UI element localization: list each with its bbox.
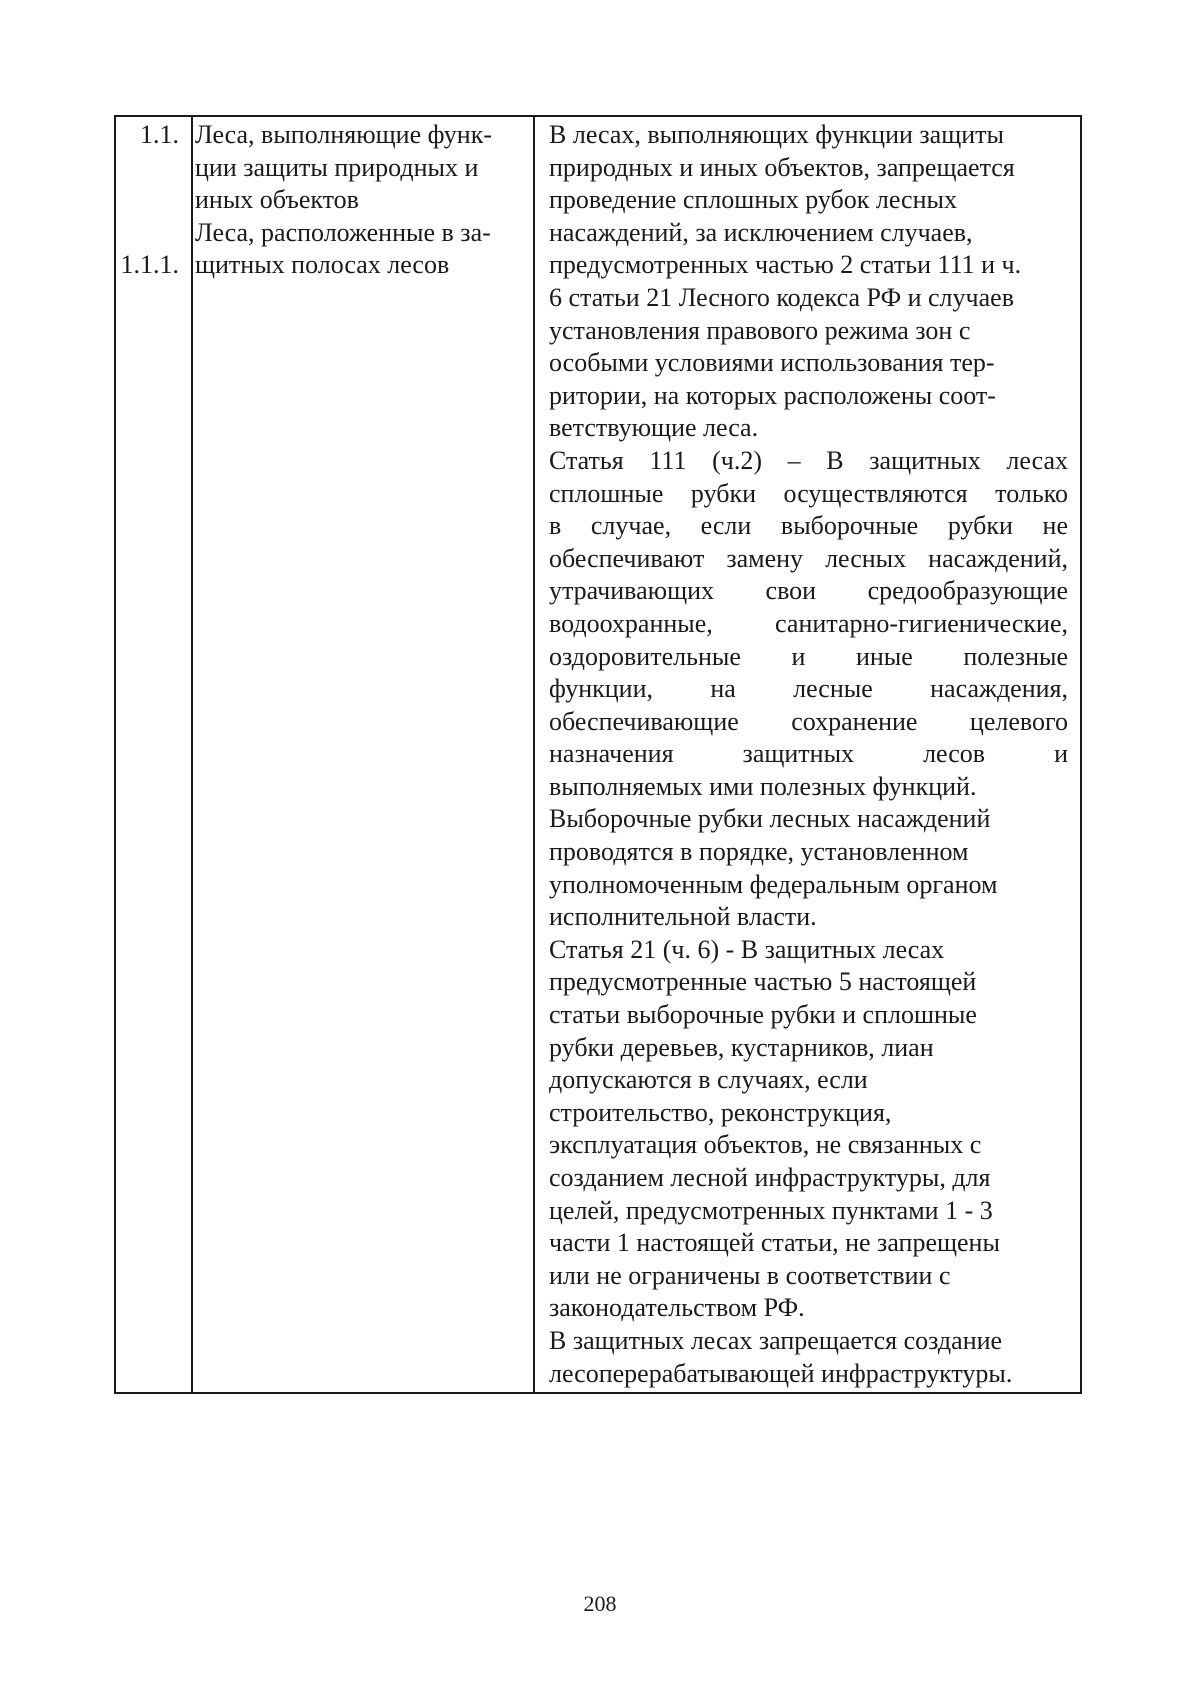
- desc-line: природных и иных объектов, запрещается: [549, 152, 1015, 182]
- desc-line: особыми условиями использования тер-: [549, 348, 995, 378]
- desc-line: статьи выборочные рубки и сплошные: [549, 1000, 977, 1030]
- desc-line: целей, предусмотренных пунктами 1 - 3: [549, 1195, 993, 1225]
- desc-line: обеспечивающие сохранение целевого: [549, 706, 1068, 736]
- desc-line: эксплуатация объектов, не связанных с: [549, 1130, 982, 1160]
- desc-line: созданием лесной инфраструктуры, для: [549, 1163, 991, 1192]
- name-line: иных объектов: [195, 185, 359, 215]
- desc-line: назначения защитных лесов и: [549, 739, 1068, 769]
- desc-line: проведение сплошных рубок лесных: [549, 185, 957, 215]
- page-number: 208: [583, 1591, 617, 1616]
- desc-line: функции, на лесные насаждения,: [549, 674, 1068, 704]
- desc-line: В защитных лесах запрещается создание: [549, 1325, 1003, 1355]
- item-number: 1.1.: [140, 120, 179, 149]
- desc-line: уполномоченным федеральным органом: [549, 869, 998, 899]
- desc-line: ритории, на которых расположены соот-: [549, 380, 996, 410]
- desc-line: водоохранные, санитарно-гигиенические,: [549, 608, 1068, 638]
- desc-line: рубки деревьев, кустарников, лиан: [549, 1032, 934, 1062]
- desc-line: выполняемых ими полезных функций.: [549, 771, 977, 801]
- name-cell: [192, 116, 534, 1393]
- desc-line: строительство, реконструкция,: [549, 1097, 892, 1127]
- regulation-table: [114, 115, 1082, 1394]
- desc-line: сплошные рубки осуществляются только: [549, 478, 1068, 508]
- desc-line: ветствующие леса.: [549, 413, 759, 443]
- desc-line: насаждений, за исключением случаев,: [549, 217, 973, 247]
- desc-line: установления правового режима зон с: [549, 315, 971, 345]
- desc-line: утрачивающих свои средообразующие: [549, 576, 1068, 606]
- desc-line: исполнительной власти.: [549, 902, 817, 932]
- name-line: Леса, расположенные в за-: [195, 217, 491, 247]
- desc-line: Статья 111 (ч.2) – В защитных лесах: [549, 445, 1068, 475]
- desc-line: предусмотренные частью 5 настоящей: [549, 967, 977, 997]
- number-cell: [115, 116, 192, 1393]
- desc-line: 6 статьи 21 Лесного кодекса РФ и случаев: [549, 282, 1014, 312]
- desc-line: законодательством РФ.: [549, 1293, 805, 1323]
- desc-line: предусмотренных частью 2 статьи 111 и ч.: [549, 250, 1022, 280]
- item-number: 1.1.1.: [120, 250, 179, 279]
- desc-line: части 1 настоящей статьи, не запрещены: [549, 1228, 1000, 1258]
- desc-line: лесоперерабатывающей инфраструктуры.: [549, 1358, 1013, 1388]
- desc-line: В лесах, выполняющих функции защиты: [549, 120, 1004, 149]
- desc-line: проводятся в порядке, установленном: [549, 837, 969, 867]
- desc-line: обеспечивают замену лесных насаждений,: [549, 543, 1068, 573]
- name-line: ции защиты природных и: [195, 152, 479, 182]
- desc-line: или не ограничены в соответствии с: [549, 1260, 951, 1290]
- desc-line: допускаются в случаях, если: [549, 1065, 868, 1095]
- name-line: Леса, выполняющие функ-: [195, 120, 493, 149]
- desc-line: в случае, если выборочные рубки не: [549, 511, 1068, 541]
- description-cell: [534, 116, 1081, 1393]
- desc-line: оздоровительные и иные полезные: [549, 641, 1068, 671]
- desc-line: Выборочные рубки лесных насаждений: [549, 804, 991, 834]
- desc-line: Статья 21 (ч. 6) - В защитных лесах: [549, 934, 945, 964]
- name-line: щитных полосах лесов: [195, 250, 450, 280]
- table-row: [115, 116, 1081, 1393]
